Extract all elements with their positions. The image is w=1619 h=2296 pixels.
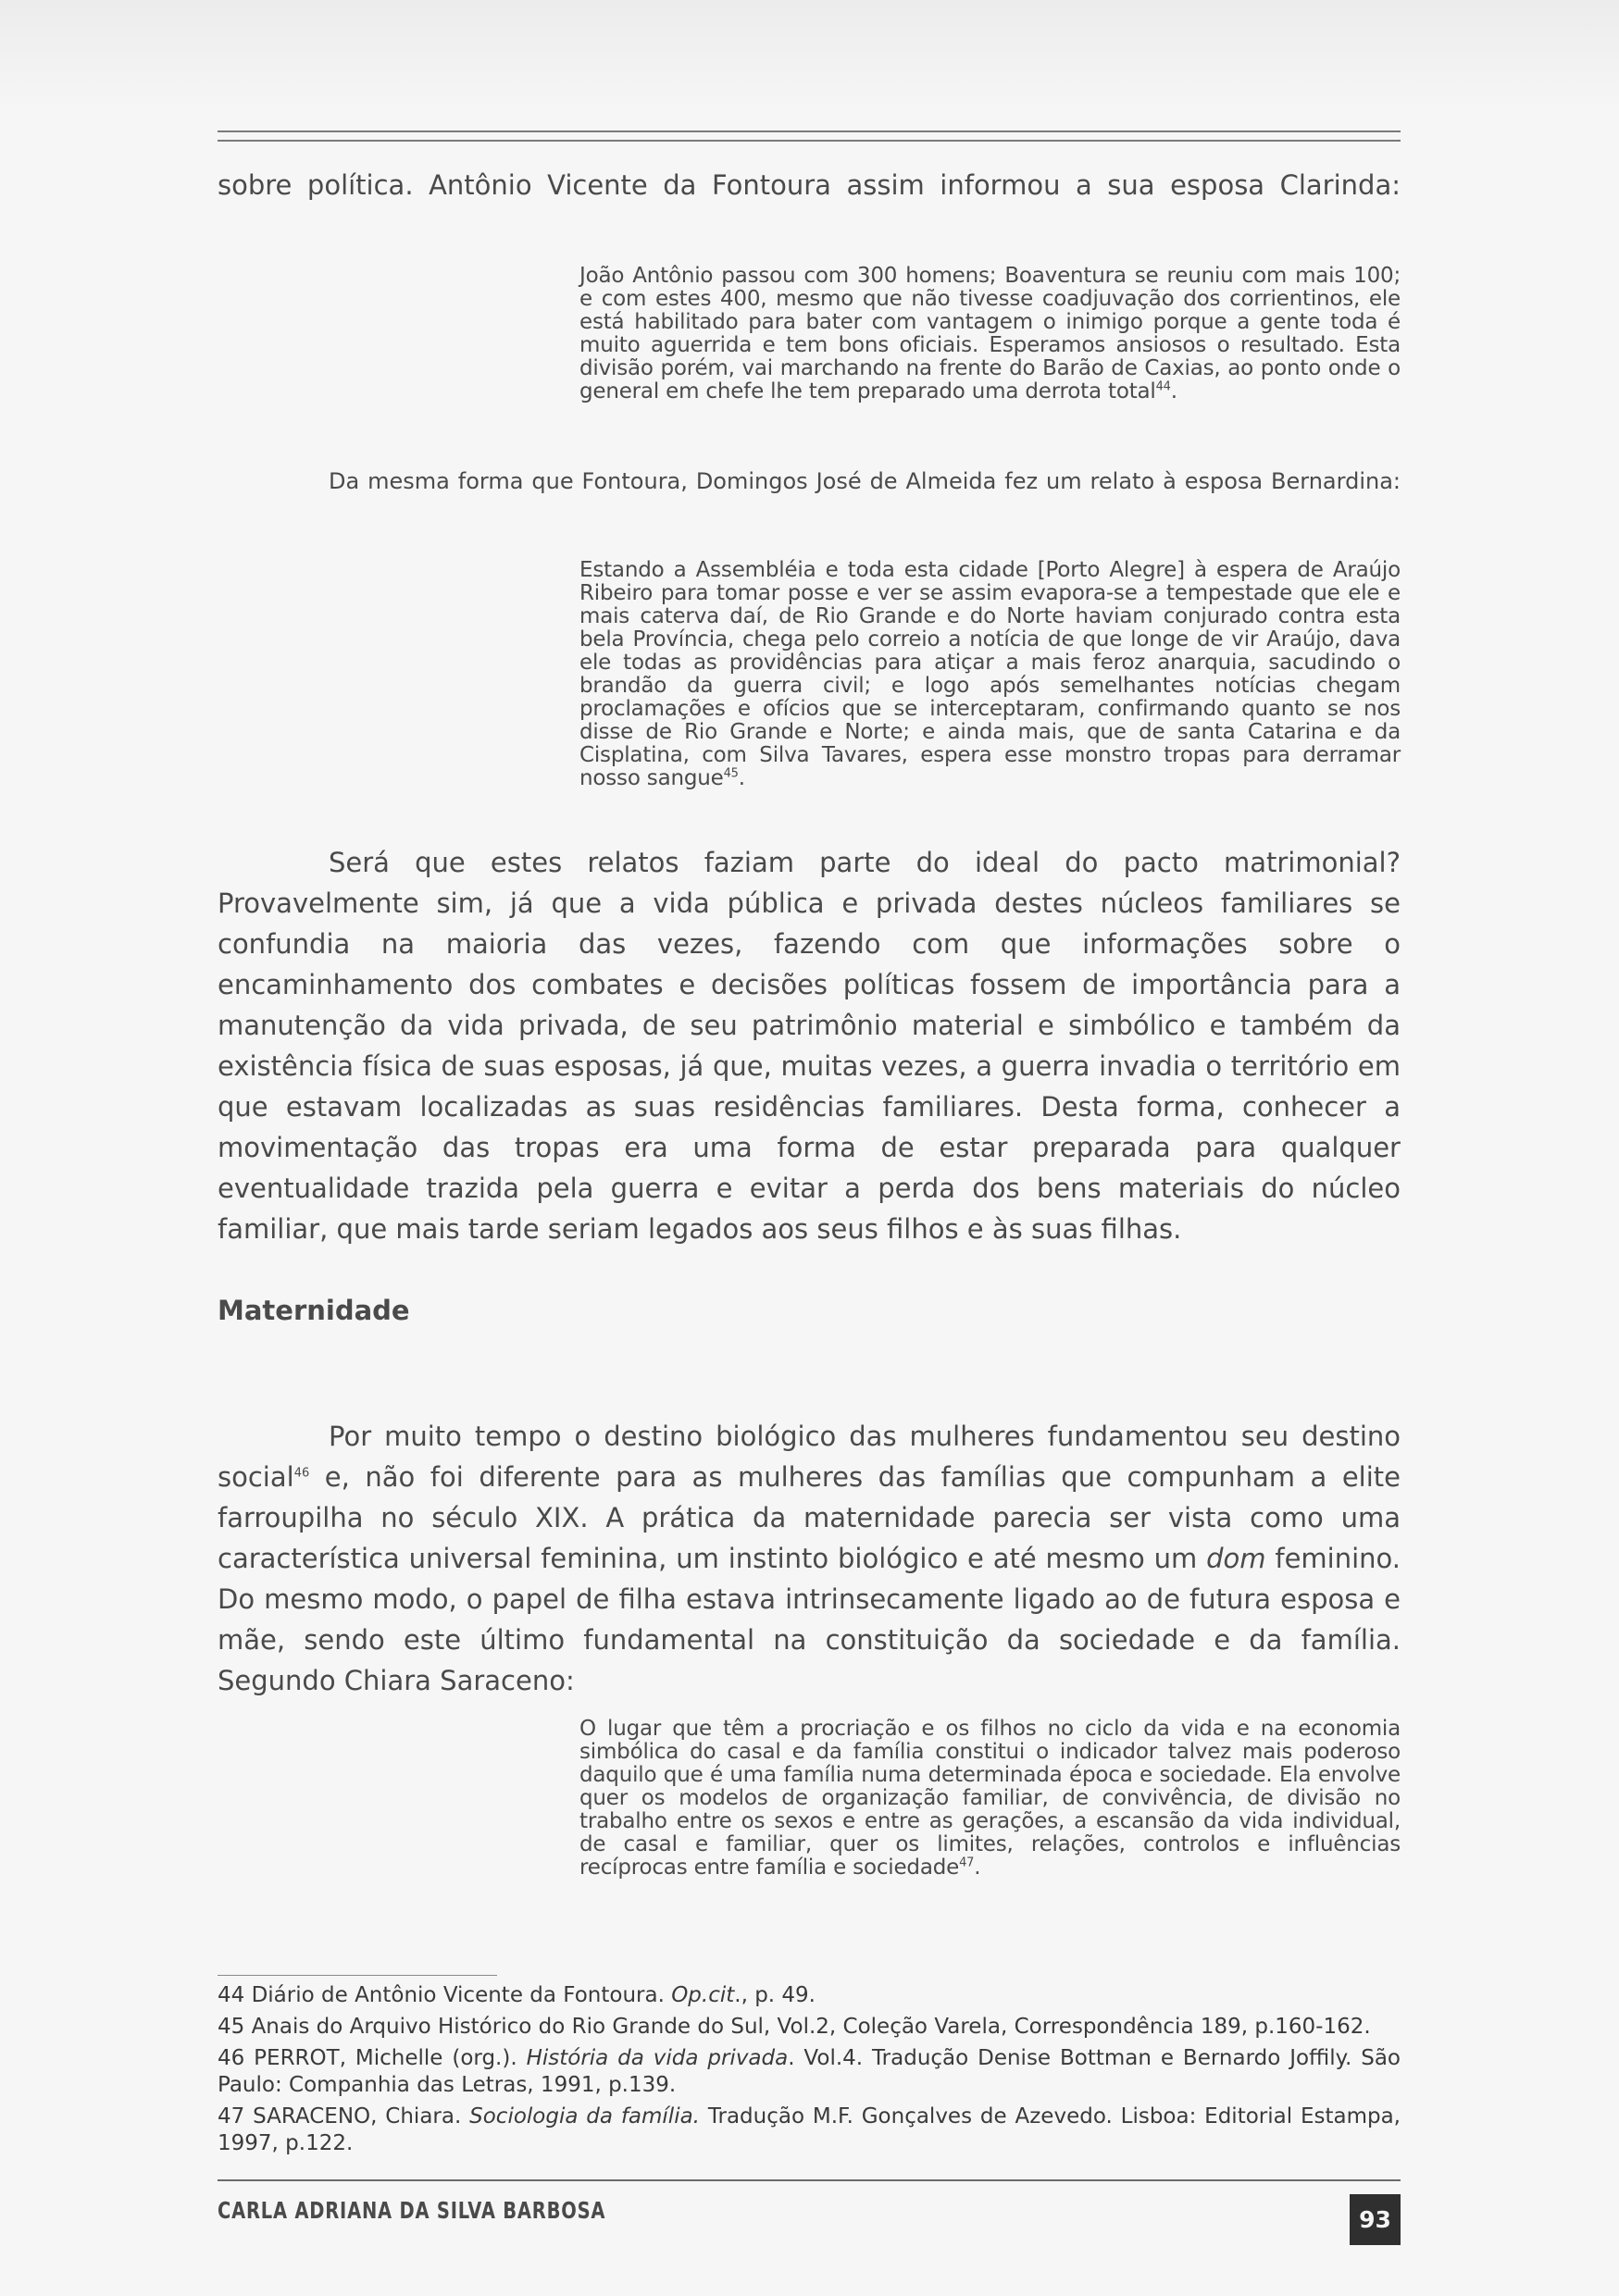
page-number-badge: 93 [1350,2194,1401,2245]
footnote-italic: Op.cit [671,1983,735,2007]
footnote-text: Tradução M.F. Gonçalves de Azevedo. Lisboa: Editorial Estampa, 1997, p.122. [218,2104,1401,2155]
paragraph-pacto-matrimonial: Será que estes relatos faziam parte do ideal do pacto matrimonial? Provavelmente sim, já que a vida pública e privada destes núcleos familiares se confundia na maioria das vezes, fazendo com que informações sobre o encaminhamento dos combates e decisões políticas fossem de importância para a manutenção da vida privada, de seu patrimônio material e simbólico e também da existência física de suas esposas, já que, muitas vezes, a guerra invadia o território em que estavam localizadas as suas residências familiares. Desta forma, conhecer a movimentação das tropas era uma forma de estar preparada para qualquer eventualidade trazida pela guerra e evitar a perda dos bens materiais do núcleo familiar, que mais tarde seriam legados aos seus filhos e às suas filhas. [218,847,1401,1245]
footnote-47 [218,2104,1401,2157]
block-quote-saraceno [579,1718,1401,1880]
paragraph-text: Por muito tempo o destino biológico das mulheres fundamentou seu destino social [218,1421,1401,1493]
footnote-ref-47[interactable]: 47 [959,1855,975,1870]
opening-line: sobre política. Antônio Vicente da Fontoura assim informou a sua esposa Clarinda: [218,169,1401,201]
footnote-44 [218,1982,1401,2009]
quote-text: O lugar que têm a procriação e os filhos no ciclo da vida e na economia simbólica do casal e da família constitui o indicador talvez mais poderoso daquilo que é uma família numa determinada época e sociedade. Ela envolve quer os modelos de organização familiar, de convivência, de divisão no trabalho entre os sexos e entre as gerações, a escansão da vida individual, de casal e familiar, quer os limites, relações, controlos e influências recíprocas entre família e sociedade [579,1717,1401,1880]
footer-author: CARLA ADRIANA DA SILVA BARBOSA [218,2197,606,2224]
quote-end: . [738,766,745,790]
paragraph-text: e, não foi diferente para as mulheres das famílias que compunham a elite farroupilha no século XIX. A prática da maternidade parecia ser vista como uma característica universal feminina, um instinto biológico e até mesmo um [218,1461,1401,1574]
footnote-italic: Sociologia da família. [469,2104,700,2128]
footnote-46 [218,2045,1401,2099]
paragraph-text: feminino. Do mesmo modo, o papel de filha estava intrinsecamente ligado ao de futura esposa e mãe, sendo este último fundamental na constituição da sociedade e da família. Segundo Chiara Saraceno: [218,1543,1401,1696]
footnote-ref-45[interactable]: 45 [723,766,739,781]
block-quote-almeida [579,559,1401,790]
footnote-ref-44[interactable]: 44 [1155,379,1171,394]
footnote-text: ., p. 49. [734,1983,816,2007]
footnotes [218,1982,1401,2162]
quote-end: . [974,1855,981,1880]
footnote-text: 45 Anais do Arquivo Histórico do Rio Grande do Sul, Vol.2, Coleção Varela, Correspondência 189, p.160-162. [218,2015,1371,2039]
section-heading: Maternidade [218,1295,410,1326]
footnote-text: 44 Diário de Antônio Vicente da Fontoura. [218,1983,672,2007]
quote-text: Estando a Assembléia e toda esta cidade [Porto Alegre] à espera de Araújo Ribeiro para tomar posse e ver se assim evapora-se a tempestade que ele e mais caterva daí, de Rio Grande e do Norte haviam conjurado contra esta bela Província, chega pelo correio a notícia de que longe de vir Araújo, dava ele todas as providências para atiçar a mais feroz anarquia, sacudindo o brandão da guerra civil; e logo após semelhantes notícias chegam proclamações e ofícios que se interceptaram, confirmando quanto se nos disse de Rio Grande e Norte; e ainda mais, que de santa Catarina e da Cisplatina, com Silva Tavares, espera esse monstro tropas para derramar nosso sangue [579,558,1401,790]
footnote-45 [218,2014,1401,2041]
transition-line: Da mesma forma que Fontoura, Domingos José de Almeida fez um relato à esposa Bernardina: [329,468,1401,494]
footnote-ref-46[interactable]: 46 [293,1466,310,1481]
paragraph-maternidade [218,1416,1401,1701]
footer-rule [218,2179,1401,2181]
footnote-separator [218,1975,497,1976]
footnote-text: . Vol.4. Tradução Denise Bottman e Bernardo Joffily. São Paulo: Companhia das Letras, 1991, p.139. [218,2046,1401,2097]
footnote-text: 47 SARACENO, Chiara. [218,2104,470,2128]
footnote-italic: História da vida privada [526,2046,789,2070]
block-quote-fontoura [579,265,1401,403]
quote-end: . [1170,379,1177,403]
header-double-rule [218,130,1401,142]
footnote-text: 46 PERROT, Michelle (org.). [218,2046,527,2070]
italic-term: dom [1206,1543,1266,1574]
quote-text: João Antônio passou com 300 homens; Boaventura se reuniu com mais 100; e com estes 400, mesmo que não tivesse coadjuvação dos corrientinos, ele está habilitado para bater com vantagem o inimigo porque a gente toda é muito aguerrida e tem bons oficiais. Esperamos ansiosos o resultado. Esta divisão porém, vai marchando na frente do Barão de Caxias, ao ponto onde o general em chefe lhe tem preparado uma derrota total [579,264,1401,403]
